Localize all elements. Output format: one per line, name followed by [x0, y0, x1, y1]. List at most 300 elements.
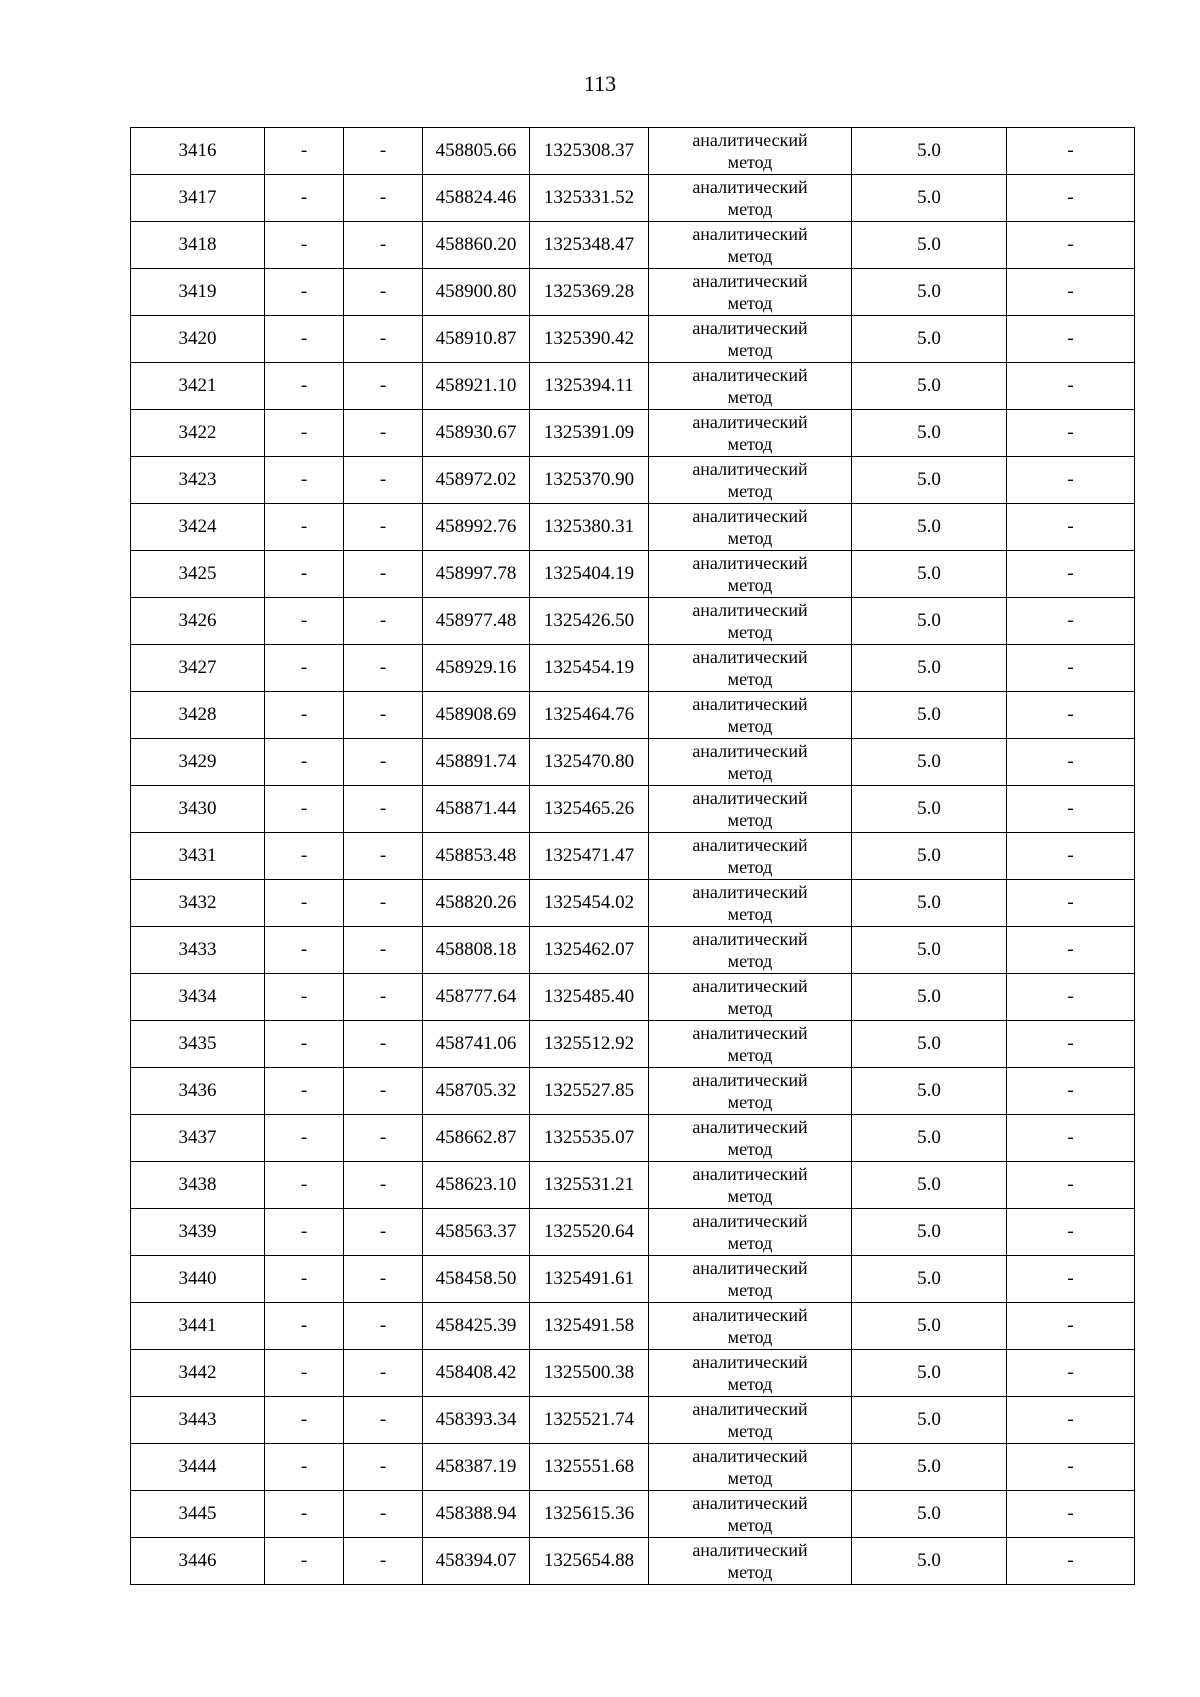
cell-y-coordinate: 1325331.52: [530, 175, 649, 222]
cell-point-number: 3420: [131, 316, 265, 363]
method-line-1: аналитический: [692, 1493, 808, 1513]
cell-accuracy: 5.0: [852, 880, 1007, 927]
cell-column-3: -: [344, 786, 423, 833]
method-line-2: метод: [727, 1515, 773, 1535]
cell-method: [649, 175, 852, 222]
method-line-2: метод: [727, 622, 773, 642]
table-row: [131, 833, 1135, 880]
method-line-2: метод: [727, 434, 773, 454]
cell-note: -: [1007, 974, 1135, 1021]
cell-note: -: [1007, 833, 1135, 880]
method-line-2: метод: [727, 857, 773, 877]
cell-x-coordinate: 458425.39: [423, 1303, 530, 1350]
cell-point-number: 3430: [131, 786, 265, 833]
method-line-1: аналитический: [692, 929, 808, 949]
cell-point-number: 3446: [131, 1538, 265, 1585]
method-line-2: метод: [727, 199, 773, 219]
method-line-2: метод: [727, 1045, 773, 1065]
cell-column-2: -: [265, 1209, 344, 1256]
cell-point-number: 3427: [131, 645, 265, 692]
cell-note: -: [1007, 645, 1135, 692]
cell-accuracy: 5.0: [852, 269, 1007, 316]
cell-x-coordinate: 458820.26: [423, 880, 530, 927]
method-line-1: аналитический: [692, 835, 808, 855]
cell-note: -: [1007, 1491, 1135, 1538]
cell-x-coordinate: 458921.10: [423, 363, 530, 410]
cell-column-2: -: [265, 1538, 344, 1585]
method-line-1: аналитический: [692, 1446, 808, 1466]
method-line-2: метод: [727, 810, 773, 830]
method-line-2: метод: [727, 528, 773, 548]
cell-y-coordinate: 1325491.58: [530, 1303, 649, 1350]
cell-column-3: -: [344, 1303, 423, 1350]
cell-method: [649, 1162, 852, 1209]
method-line-1: аналитический: [692, 177, 808, 197]
method-line-1: аналитический: [692, 130, 808, 150]
table-row: [131, 175, 1135, 222]
method-line-2: метод: [727, 387, 773, 407]
method-line-2: метод: [727, 293, 773, 313]
cell-column-3: -: [344, 222, 423, 269]
cell-column-2: -: [265, 645, 344, 692]
cell-point-number: 3444: [131, 1444, 265, 1491]
cell-note: -: [1007, 175, 1135, 222]
cell-column-3: -: [344, 692, 423, 739]
cell-column-3: -: [344, 974, 423, 1021]
cell-column-2: -: [265, 598, 344, 645]
method-line-2: метод: [727, 481, 773, 501]
cell-column-2: -: [265, 1303, 344, 1350]
method-line-1: аналитический: [692, 600, 808, 620]
cell-x-coordinate: 458408.42: [423, 1350, 530, 1397]
table-row: [131, 1068, 1135, 1115]
cell-note: -: [1007, 1068, 1135, 1115]
method-line-2: метод: [727, 669, 773, 689]
cell-column-2: -: [265, 833, 344, 880]
cell-method: [649, 927, 852, 974]
cell-accuracy: 5.0: [852, 128, 1007, 175]
cell-accuracy: 5.0: [852, 786, 1007, 833]
cell-note: -: [1007, 1162, 1135, 1209]
cell-accuracy: 5.0: [852, 175, 1007, 222]
table-row: [131, 880, 1135, 927]
cell-accuracy: 5.0: [852, 222, 1007, 269]
cell-column-3: -: [344, 1350, 423, 1397]
cell-point-number: 3426: [131, 598, 265, 645]
cell-accuracy: 5.0: [852, 1021, 1007, 1068]
cell-y-coordinate: 1325470.80: [530, 739, 649, 786]
cell-column-2: -: [265, 692, 344, 739]
cell-x-coordinate: 458805.66: [423, 128, 530, 175]
method-line-1: аналитический: [692, 882, 808, 902]
cell-x-coordinate: 458992.76: [423, 504, 530, 551]
table-row: [131, 927, 1135, 974]
cell-y-coordinate: 1325390.42: [530, 316, 649, 363]
cell-point-number: 3441: [131, 1303, 265, 1350]
cell-y-coordinate: 1325535.07: [530, 1115, 649, 1162]
cell-point-number: 3434: [131, 974, 265, 1021]
table-row: [131, 1350, 1135, 1397]
cell-point-number: 3438: [131, 1162, 265, 1209]
cell-y-coordinate: 1325369.28: [530, 269, 649, 316]
cell-column-2: -: [265, 363, 344, 410]
cell-method: [649, 1115, 852, 1162]
method-line-1: аналитический: [692, 788, 808, 808]
cell-column-2: -: [265, 410, 344, 457]
cell-column-3: -: [344, 269, 423, 316]
cell-y-coordinate: 1325654.88: [530, 1538, 649, 1585]
cell-column-3: -: [344, 175, 423, 222]
cell-note: -: [1007, 1021, 1135, 1068]
cell-column-2: -: [265, 316, 344, 363]
table-row: [131, 1021, 1135, 1068]
cell-y-coordinate: 1325551.68: [530, 1444, 649, 1491]
method-line-1: аналитический: [692, 365, 808, 385]
cell-column-2: -: [265, 1350, 344, 1397]
cell-column-2: -: [265, 222, 344, 269]
table-row: [131, 269, 1135, 316]
cell-x-coordinate: 458394.07: [423, 1538, 530, 1585]
cell-method: [649, 1397, 852, 1444]
cell-method: [649, 1068, 852, 1115]
cell-column-3: -: [344, 833, 423, 880]
cell-y-coordinate: 1325380.31: [530, 504, 649, 551]
cell-x-coordinate: 458977.48: [423, 598, 530, 645]
cell-method: [649, 410, 852, 457]
cell-x-coordinate: 458908.69: [423, 692, 530, 739]
cell-point-number: 3443: [131, 1397, 265, 1444]
method-line-2: метод: [727, 1186, 773, 1206]
cell-method: [649, 880, 852, 927]
method-line-2: метод: [727, 575, 773, 595]
cell-method: [649, 504, 852, 551]
cell-note: -: [1007, 1538, 1135, 1585]
cell-method: [649, 598, 852, 645]
cell-point-number: 3418: [131, 222, 265, 269]
method-line-1: аналитический: [692, 1540, 808, 1560]
cell-column-3: -: [344, 739, 423, 786]
cell-accuracy: 5.0: [852, 974, 1007, 1021]
cell-column-2: -: [265, 504, 344, 551]
table-row: [131, 457, 1135, 504]
cell-x-coordinate: 458891.74: [423, 739, 530, 786]
table-row: [131, 739, 1135, 786]
cell-point-number: 3419: [131, 269, 265, 316]
method-line-1: аналитический: [692, 647, 808, 667]
cell-method: [649, 1444, 852, 1491]
cell-method: [649, 739, 852, 786]
cell-accuracy: 5.0: [852, 645, 1007, 692]
cell-x-coordinate: 458972.02: [423, 457, 530, 504]
method-line-1: аналитический: [692, 1164, 808, 1184]
cell-note: -: [1007, 128, 1135, 175]
cell-method: [649, 1021, 852, 1068]
cell-accuracy: 5.0: [852, 1350, 1007, 1397]
method-line-2: метод: [727, 951, 773, 971]
table-row: [131, 316, 1135, 363]
cell-method: [649, 1209, 852, 1256]
cell-point-number: 3431: [131, 833, 265, 880]
cell-point-number: 3416: [131, 128, 265, 175]
method-line-1: аналитический: [692, 271, 808, 291]
cell-point-number: 3428: [131, 692, 265, 739]
cell-note: -: [1007, 786, 1135, 833]
cell-method: [649, 1491, 852, 1538]
cell-column-2: -: [265, 927, 344, 974]
cell-x-coordinate: 458808.18: [423, 927, 530, 974]
cell-x-coordinate: 458393.34: [423, 1397, 530, 1444]
cell-method: [649, 786, 852, 833]
method-line-1: аналитический: [692, 741, 808, 761]
cell-y-coordinate: 1325615.36: [530, 1491, 649, 1538]
cell-note: -: [1007, 410, 1135, 457]
cell-column-2: -: [265, 1444, 344, 1491]
cell-y-coordinate: 1325454.02: [530, 880, 649, 927]
method-line-2: метод: [727, 1374, 773, 1394]
cell-note: -: [1007, 1303, 1135, 1350]
method-line-2: метод: [727, 1233, 773, 1253]
cell-y-coordinate: 1325521.74: [530, 1397, 649, 1444]
cell-point-number: 3429: [131, 739, 265, 786]
cell-method: [649, 1350, 852, 1397]
cell-accuracy: 5.0: [852, 1162, 1007, 1209]
cell-y-coordinate: 1325308.37: [530, 128, 649, 175]
cell-point-number: 3425: [131, 551, 265, 598]
cell-accuracy: 5.0: [852, 1256, 1007, 1303]
table-row: [131, 1491, 1135, 1538]
cell-column-3: -: [344, 1162, 423, 1209]
cell-point-number: 3432: [131, 880, 265, 927]
cell-y-coordinate: 1325426.50: [530, 598, 649, 645]
table-row: [131, 410, 1135, 457]
cell-note: -: [1007, 551, 1135, 598]
cell-column-2: -: [265, 551, 344, 598]
table-row: [131, 598, 1135, 645]
method-line-1: аналитический: [692, 224, 808, 244]
cell-column-3: -: [344, 410, 423, 457]
cell-y-coordinate: 1325370.90: [530, 457, 649, 504]
cell-x-coordinate: 458623.10: [423, 1162, 530, 1209]
cell-note: -: [1007, 222, 1135, 269]
cell-accuracy: 5.0: [852, 504, 1007, 551]
method-line-1: аналитический: [692, 1023, 808, 1043]
cell-point-number: 3440: [131, 1256, 265, 1303]
cell-method: [649, 222, 852, 269]
table-row: [131, 1397, 1135, 1444]
cell-method: [649, 316, 852, 363]
cell-accuracy: 5.0: [852, 927, 1007, 974]
cell-y-coordinate: 1325500.38: [530, 1350, 649, 1397]
cell-column-2: -: [265, 739, 344, 786]
cell-accuracy: 5.0: [852, 833, 1007, 880]
table-row: [131, 1444, 1135, 1491]
cell-accuracy: 5.0: [852, 739, 1007, 786]
method-line-1: аналитический: [692, 412, 808, 432]
cell-column-3: -: [344, 1068, 423, 1115]
cell-x-coordinate: 458388.94: [423, 1491, 530, 1538]
cell-point-number: 3437: [131, 1115, 265, 1162]
cell-accuracy: 5.0: [852, 1444, 1007, 1491]
cell-accuracy: 5.0: [852, 1491, 1007, 1538]
cell-note: -: [1007, 504, 1135, 551]
cell-x-coordinate: 458860.20: [423, 222, 530, 269]
table-row: [131, 504, 1135, 551]
cell-point-number: 3433: [131, 927, 265, 974]
cell-x-coordinate: 458997.78: [423, 551, 530, 598]
cell-accuracy: 5.0: [852, 1303, 1007, 1350]
cell-point-number: 3422: [131, 410, 265, 457]
cell-point-number: 3435: [131, 1021, 265, 1068]
method-line-2: метод: [727, 246, 773, 266]
cell-y-coordinate: 1325464.76: [530, 692, 649, 739]
method-line-1: аналитический: [692, 553, 808, 573]
cell-column-3: -: [344, 1397, 423, 1444]
method-line-2: метод: [727, 763, 773, 783]
cell-y-coordinate: 1325454.19: [530, 645, 649, 692]
cell-y-coordinate: 1325404.19: [530, 551, 649, 598]
method-line-1: аналитический: [692, 1117, 808, 1137]
cell-column-2: -: [265, 269, 344, 316]
cell-accuracy: 5.0: [852, 1538, 1007, 1585]
cell-column-3: -: [344, 551, 423, 598]
cell-x-coordinate: 458387.19: [423, 1444, 530, 1491]
cell-column-3: -: [344, 1209, 423, 1256]
cell-y-coordinate: 1325465.26: [530, 786, 649, 833]
cell-column-2: -: [265, 175, 344, 222]
cell-column-3: -: [344, 504, 423, 551]
cell-column-3: -: [344, 1538, 423, 1585]
cell-method: [649, 1538, 852, 1585]
cell-column-2: -: [265, 1021, 344, 1068]
table-row: [131, 692, 1135, 739]
table-row: [131, 128, 1135, 175]
cell-x-coordinate: 458871.44: [423, 786, 530, 833]
method-line-1: аналитический: [692, 976, 808, 996]
cell-note: -: [1007, 457, 1135, 504]
cell-y-coordinate: 1325512.92: [530, 1021, 649, 1068]
cell-x-coordinate: 458853.48: [423, 833, 530, 880]
cell-column-2: -: [265, 128, 344, 175]
table-row: [131, 1538, 1135, 1585]
cell-accuracy: 5.0: [852, 457, 1007, 504]
cell-y-coordinate: 1325491.61: [530, 1256, 649, 1303]
cell-method: [649, 457, 852, 504]
cell-column-2: -: [265, 1256, 344, 1303]
method-line-2: метод: [727, 1562, 773, 1582]
cell-note: -: [1007, 692, 1135, 739]
method-line-1: аналитический: [692, 506, 808, 526]
cell-column-2: -: [265, 1162, 344, 1209]
cell-note: -: [1007, 1256, 1135, 1303]
cell-x-coordinate: 458929.16: [423, 645, 530, 692]
coordinates-table-body: [131, 128, 1135, 1585]
cell-column-2: -: [265, 1491, 344, 1538]
table-row: [131, 1256, 1135, 1303]
cell-column-2: -: [265, 786, 344, 833]
cell-column-3: -: [344, 1115, 423, 1162]
cell-method: [649, 551, 852, 598]
table-row: [131, 1115, 1135, 1162]
cell-note: -: [1007, 598, 1135, 645]
method-line-2: метод: [727, 1139, 773, 1159]
method-line-2: метод: [727, 1327, 773, 1347]
method-line-1: аналитический: [692, 318, 808, 338]
method-line-2: метод: [727, 904, 773, 924]
cell-accuracy: 5.0: [852, 598, 1007, 645]
cell-note: -: [1007, 1444, 1135, 1491]
cell-column-3: -: [344, 598, 423, 645]
cell-note: -: [1007, 880, 1135, 927]
cell-x-coordinate: 458824.46: [423, 175, 530, 222]
cell-column-3: -: [344, 457, 423, 504]
table-row: [131, 1209, 1135, 1256]
cell-y-coordinate: 1325391.09: [530, 410, 649, 457]
cell-y-coordinate: 1325348.47: [530, 222, 649, 269]
method-line-2: метод: [727, 1280, 773, 1300]
cell-note: -: [1007, 316, 1135, 363]
cell-note: -: [1007, 1397, 1135, 1444]
cell-x-coordinate: 458563.37: [423, 1209, 530, 1256]
cell-point-number: 3445: [131, 1491, 265, 1538]
cell-accuracy: 5.0: [852, 316, 1007, 363]
cell-column-3: -: [344, 1256, 423, 1303]
cell-method: [649, 363, 852, 410]
table-row: [131, 645, 1135, 692]
cell-accuracy: 5.0: [852, 551, 1007, 598]
cell-note: -: [1007, 269, 1135, 316]
cell-column-3: -: [344, 927, 423, 974]
cell-column-2: -: [265, 974, 344, 1021]
method-line-1: аналитический: [692, 694, 808, 714]
cell-column-2: -: [265, 1068, 344, 1115]
cell-y-coordinate: 1325394.11: [530, 363, 649, 410]
cell-note: -: [1007, 927, 1135, 974]
table-row: [131, 551, 1135, 598]
cell-accuracy: 5.0: [852, 1397, 1007, 1444]
method-line-2: метод: [727, 998, 773, 1018]
method-line-1: аналитический: [692, 1305, 808, 1325]
cell-method: [649, 1256, 852, 1303]
cell-y-coordinate: 1325485.40: [530, 974, 649, 1021]
cell-note: -: [1007, 1350, 1135, 1397]
cell-accuracy: 5.0: [852, 363, 1007, 410]
cell-column-3: -: [344, 645, 423, 692]
cell-note: -: [1007, 363, 1135, 410]
cell-column-2: -: [265, 457, 344, 504]
cell-point-number: 3442: [131, 1350, 265, 1397]
cell-x-coordinate: 458705.32: [423, 1068, 530, 1115]
table-row: [131, 222, 1135, 269]
page-number: 113: [583, 71, 617, 96]
cell-column-3: -: [344, 316, 423, 363]
cell-method: [649, 128, 852, 175]
cell-note: -: [1007, 739, 1135, 786]
method-line-1: аналитический: [692, 1211, 808, 1231]
method-line-1: аналитический: [692, 1070, 808, 1090]
cell-column-2: -: [265, 1397, 344, 1444]
cell-point-number: 3436: [131, 1068, 265, 1115]
cell-method: [649, 1303, 852, 1350]
cell-column-3: -: [344, 128, 423, 175]
cell-column-2: -: [265, 880, 344, 927]
method-line-2: метод: [727, 1468, 773, 1488]
method-line-1: аналитический: [692, 1258, 808, 1278]
coordinates-table: [130, 127, 1135, 1585]
method-line-2: метод: [727, 340, 773, 360]
cell-method: [649, 692, 852, 739]
method-line-2: метод: [727, 152, 773, 172]
cell-note: -: [1007, 1115, 1135, 1162]
